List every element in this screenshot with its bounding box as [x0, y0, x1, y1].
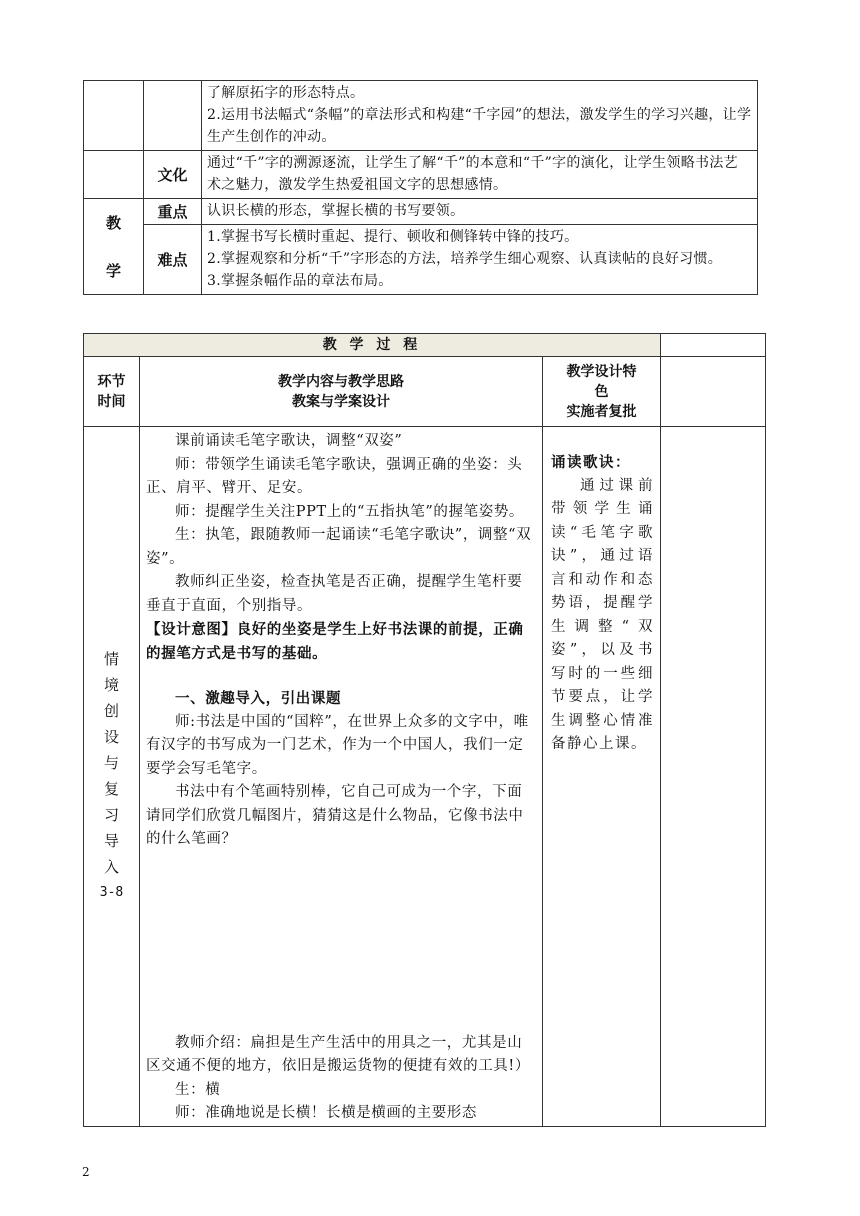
- lesson-paragraph: 师:书法是中国的“国粹”，在世界上众多的文字中，唯有汉字的书写成为一门艺术，作为一个中国人，我们一定要学会写毛笔字。: [146, 713, 529, 777]
- stage-char: 复: [103, 780, 119, 799]
- goals-row-culture: [84, 151, 758, 199]
- image-placeholder: [146, 852, 536, 1032]
- process-title-row: [84, 334, 766, 357]
- goals-blank-cell: [144, 81, 202, 151]
- feature-title: 诵读歌诀：: [551, 454, 631, 471]
- lesson-content: [140, 427, 543, 1127]
- stage-char: 与: [103, 754, 119, 773]
- difficulty-label: 难点: [144, 225, 202, 295]
- goal-line: 2.运用书法幅式“条幅”的章法形式和构建“千字园”的想法，激发学生的学习兴趣，让学生产生创作的冲动。: [207, 107, 752, 145]
- stage-char: 情: [103, 650, 119, 669]
- header-line: 色: [594, 383, 609, 400]
- header-line: 教学内容与教学思路: [278, 373, 404, 390]
- header-line: 环节: [97, 373, 126, 390]
- lesson-paragraph: 书法中有个笔画特别棒，它自己可成为一个字，下面请同学们欣赏几幅图片，猜猜这是什么物品，它像书法中的什么笔画？: [146, 784, 524, 847]
- header-line: 时间: [97, 393, 126, 410]
- goals-blank-cell: [84, 151, 144, 199]
- teaching-process-table: [83, 333, 766, 1127]
- goals-row-difficulty: [84, 225, 758, 295]
- header-stage-time: [84, 357, 140, 427]
- culture-label: 文化: [144, 151, 202, 199]
- goals-blank-cell: [84, 81, 144, 151]
- group-char: 教: [105, 213, 121, 232]
- header-line: 实施者复批: [566, 403, 637, 420]
- stage-time: 3-8: [99, 885, 124, 901]
- lesson-paragraph: 教师纠正坐姿，检查执笔是否正确，提醒学生笔杆要垂直于直面，个别指导。: [146, 574, 523, 614]
- page-number: 2: [82, 1165, 90, 1179]
- difficulty-line: 3.掌握条幅作品的章法布局。: [207, 273, 393, 289]
- difficulty-text: [202, 225, 758, 295]
- process-title-blank: [661, 334, 766, 357]
- header-blank: [661, 357, 766, 427]
- stage-char: 入: [103, 858, 119, 877]
- group-char: 学: [105, 261, 121, 280]
- teaching-group-label: [84, 199, 144, 295]
- difficulty-line: 2.掌握观察和分析“千”字形态的方法，培养学生细心观察、认真读帖的良好习惯。: [207, 251, 723, 267]
- lesson-paragraph: 生：横: [175, 1081, 221, 1098]
- lesson-paragraph: 课前诵读毛笔字歌诀，调整“双姿”: [175, 433, 403, 449]
- difficulty-line: 1.掌握书写长横时重起、提行、顿收和侧锋转中锋的技巧。: [207, 229, 579, 245]
- header-line: 教案与学案设计: [292, 393, 390, 410]
- design-intent: 【设计意图】良好的坐姿是学生上好书法课的前提，正确的握笔方式是书写的基础。: [146, 621, 524, 662]
- lesson-paragraph: 师：带领学生诵读毛笔字歌诀，强调正确的坐姿：头正、肩平、臂开、足安。: [146, 456, 523, 496]
- goals-row-continued: [84, 81, 758, 151]
- design-feature: [543, 427, 661, 1127]
- culture-text: 通过“千”字的溯源逐流，让学生了解“千”的本意和“千”字的演化，让学生领略书法艺术之魅力，激发学生热爱祖国文字的思想感情。: [202, 151, 758, 199]
- keypoint-text: 认识长横的形态，掌握长横的书写要领。: [202, 199, 758, 225]
- stage-label: [84, 427, 140, 1127]
- goals-continued-text: [202, 81, 758, 151]
- lesson-paragraph: 教师介绍：扁担是生产生活中的用具之一，尤其是山区交通不便的地方，依旧是搬运货物的便捷有效的工具!）: [146, 1034, 530, 1074]
- lesson-paragraph: 生：执笔，跟随教师一起诵读“毛笔字歌诀”，调整“双姿”。: [146, 527, 532, 567]
- header-content: [140, 357, 543, 427]
- goal-line: 了解原拓字的形态特点。: [207, 85, 365, 101]
- lesson-paragraph: 师：准确地说是长横！长横是横画的主要形态: [175, 1105, 477, 1121]
- header-feature: [543, 357, 661, 427]
- process-header-row: [84, 357, 766, 427]
- stage-char: 境: [103, 676, 119, 695]
- process-title: 教 学 过 程: [84, 334, 661, 357]
- process-stage-row: [84, 427, 766, 1127]
- review-blank: [661, 427, 766, 1127]
- stage-char: 设: [103, 728, 119, 747]
- stage-char: 习: [103, 806, 119, 825]
- teaching-goals-table: [83, 80, 758, 295]
- keypoint-label: 重点: [144, 199, 202, 225]
- section-heading: 一、激趣导入，引出课题: [175, 690, 342, 707]
- stage-char: 导: [103, 832, 119, 851]
- lesson-paragraph: 师：提醒学生关注PPT上的“五指执笔”的握笔姿势。: [175, 503, 525, 520]
- stage-char: 创: [103, 702, 119, 721]
- feature-text: 通过课前带领学生诵读“毛笔字歌诀”，通过语言和动作和态势语，提醒学生调整“双姿”，以及书写时的一些细节要点，让学生调整心情准备静心上课。: [551, 477, 655, 752]
- goals-row-keypoint: [84, 199, 758, 225]
- header-line: 教学设计特: [566, 363, 637, 380]
